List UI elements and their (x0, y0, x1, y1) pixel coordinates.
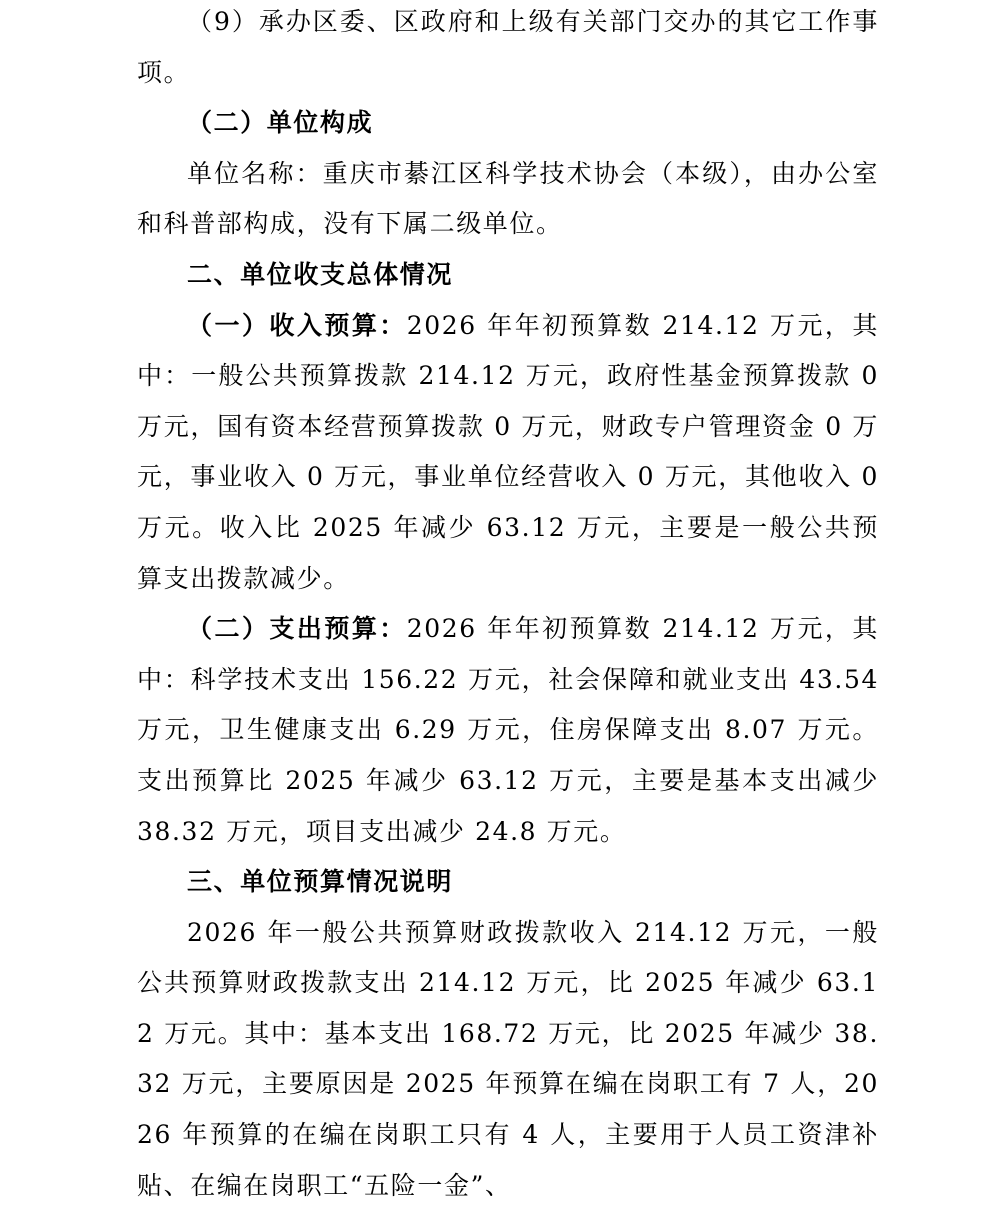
paragraph-budget-explanation: 2026 年一般公共预算财政拨款收入 214.12 万元，一般公共预算财政拨款支出 214.12 万元，比 2025 年减少 63.12 万元。其中：基本支出 168.72 万元，比 2025 年减少 38.32 万元，主要原因是 2025 年预算在编在岗职工有 7 人，2026 年预算的在编在岗职工只有 4 人，主要用于人员工资津补贴、在编在岗职工“五险一金”、 (137, 917, 879, 1200)
document-page (137, 0, 879, 1211)
paragraph-unit-name: 单位名称：重庆市綦江区科学技术协会（本级），由办公室和科普部构成，没有下属二级单位。 (137, 158, 879, 239)
expense-budget-label: （二）支出预算： (187, 614, 407, 644)
income-budget-text: 2026 年年初预算数 214.12 万元，其中：一般公共预算拨款 214.12 万元，政府性基金预算拨款 0 万元，国有资本经营预算拨款 0 万元，财政专户管理资金 0 万元，事业收入 0 万元，事业单位经营收入 0 万元，其他收入 0 万元。收入比 2025 年减少 63.12 万元，主要是一般公共预算支出拨款减少。 (137, 310, 879, 593)
paragraph-income-budget (137, 301, 879, 605)
paragraph-expense-budget (137, 604, 879, 857)
heading-section-3: 三、单位预算情况说明 (187, 867, 454, 897)
heading-unit-composition: （二）单位构成 (187, 108, 374, 138)
heading-section-2: 二、单位收支总体情况 (187, 259, 454, 289)
income-budget-label: （一）收入预算： (187, 310, 407, 340)
expense-budget-text: 2026 年年初预算数 214.12 万元，其中：科学技术支出 156.22 万元，社会保障和就业支出 43.54 万元，卫生健康支出 6.29 万元，住房保障支出 8.07 万元。支出预算比 2025 年减少 63.12 万元，主要是基本支出减少 38.32 万元，项目支出减少 24.8 万元。 (137, 614, 879, 846)
paragraph-item-9: （9）承办区委、区政府和上级有关部门交办的其它工作事项。 (137, 7, 879, 87)
